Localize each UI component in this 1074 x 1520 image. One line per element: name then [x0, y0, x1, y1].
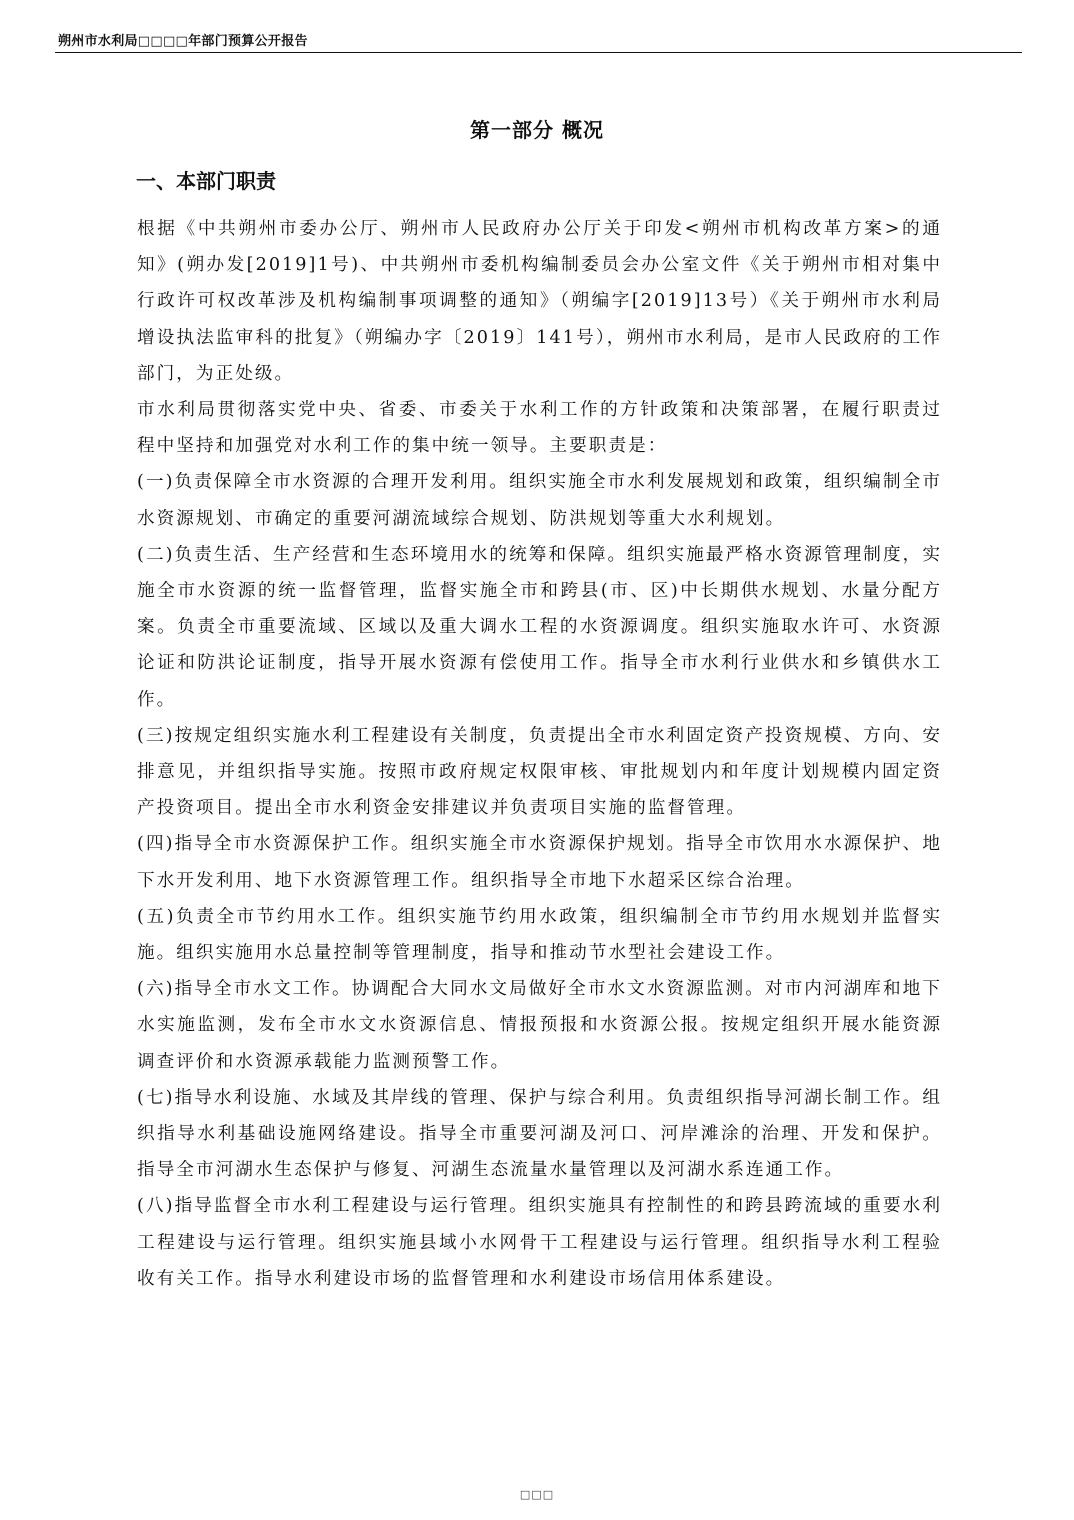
paragraph-duty-8: (八)指导监督全市水利工程建设与运行管理。组织实施具有控制性的和跨县跨流域的重要水利工程建设与运行管理。组织实施县域小水网骨干工程建设与运行管理。组织指导水利工程验收有关工作。指导水利建设市场的监督管理和水利建设市场信用体系建设。	[137, 1196, 942, 1289]
section-heading: 一、本部门职责	[136, 169, 276, 193]
paragraph-duty-1: (一)负责保障全市水资源的合理开发利用。组织实施全市水利发展规划和政策，组织编制全市水资源规划、市确定的重要河湖流域综合规划、防洪规划等重大水利规划。	[137, 472, 942, 529]
paragraph-duty-2: (二)负责生活、生产经营和生态环境用水的统筹和保障。组织实施最严格水资源管理制度，实施全市水资源的统一监督管理，监督实施全市和跨县(市、区)中长期供水规划、水量分配方案。负责全市重要流域、区域以及重大调水工程的水资源调度。组织实施取水许可、水资源论证和防洪论证制度，指导开展水资源有偿使用工作。指导全市水利行业供水和乡镇供水工作。	[137, 544, 942, 710]
paragraph-duty-5: (五)负责全市节约用水工作。组织实施节约用水政策，组织编制全市节约用水规划并监督实施。组织实施用水总量控制等管理制度，指导和推动节水型社会建设工作。	[137, 906, 942, 964]
paragraph-legal-basis: 根据《中共朔州市委办公厅、朔州市人民政府办公厅关于印发<朔州市机构改革方案>的通知》(朔办发[2019]1号)、中共朔州市委机构编制委员会办公室文件《关于朔州市相对集中行政许可权改革涉及机构编制事项调整的通知》（朔编字[2019]13号）《关于朔州市水利局增设执法监审科的批复》（朔编办字〔2019〕141号），朔州市水利局，是市人民政府的工作部门，为正处级。	[137, 219, 942, 384]
part-title: 第一部分 概况	[470, 118, 604, 142]
paragraph-duty-7: (七)指导水利设施、水域及其岸线的管理、保护与综合利用。负责组织指导河湖长制工作。组织指导水利基础设施网络建设。指导全市重要河湖及河口、河岸滩涂的治理、开发和保护。指导全市河湖水生态保护与修复、河湖生态流量水量管理以及河湖水系连通工作。	[137, 1087, 942, 1181]
paragraph-duty-4: (四)指导全市水资源保护工作。组织实施全市水资源保护规划。指导全市饮用水水源保护、地下水开发利用、地下水资源管理工作。组织指导全市地下水超采区综合治理。	[137, 834, 942, 891]
paragraph-duty-3: (三)按规定组织实施水利工程建设有关制度，负责提出全市水利固定资产投资规模、方向、安排意见，并组织指导实施。按照市政府规定权限审核、审批规划内和年度计划规模内固定资产投资项目。提出全市水利资金安排建议并负责项目实施的监督管理。	[137, 725, 942, 819]
running-header: 朔州市水利局□□□□年部门预算公开报告	[58, 34, 308, 49]
page-number: □□□	[519, 1488, 555, 1501]
body-text	[137, 211, 942, 1297]
paragraph-mission: 市水利局贯彻落实党中央、省委、市委关于水利工作的方针政策和决策部署，在履行职责过程中坚持和加强党对水利工作的集中统一领导。主要职责是：	[137, 400, 942, 457]
header-divider	[55, 52, 1022, 53]
paragraph-duty-6: (六)指导全市水文工作。协调配合大同水文局做好全市水文水资源监测。对市内河湖库和地下水实施监测，发布全市水文水资源信息、情报预报和水资源公报。按规定组织开展水能资源调查评价和水资源承载能力监测预警工作。	[137, 979, 942, 1072]
